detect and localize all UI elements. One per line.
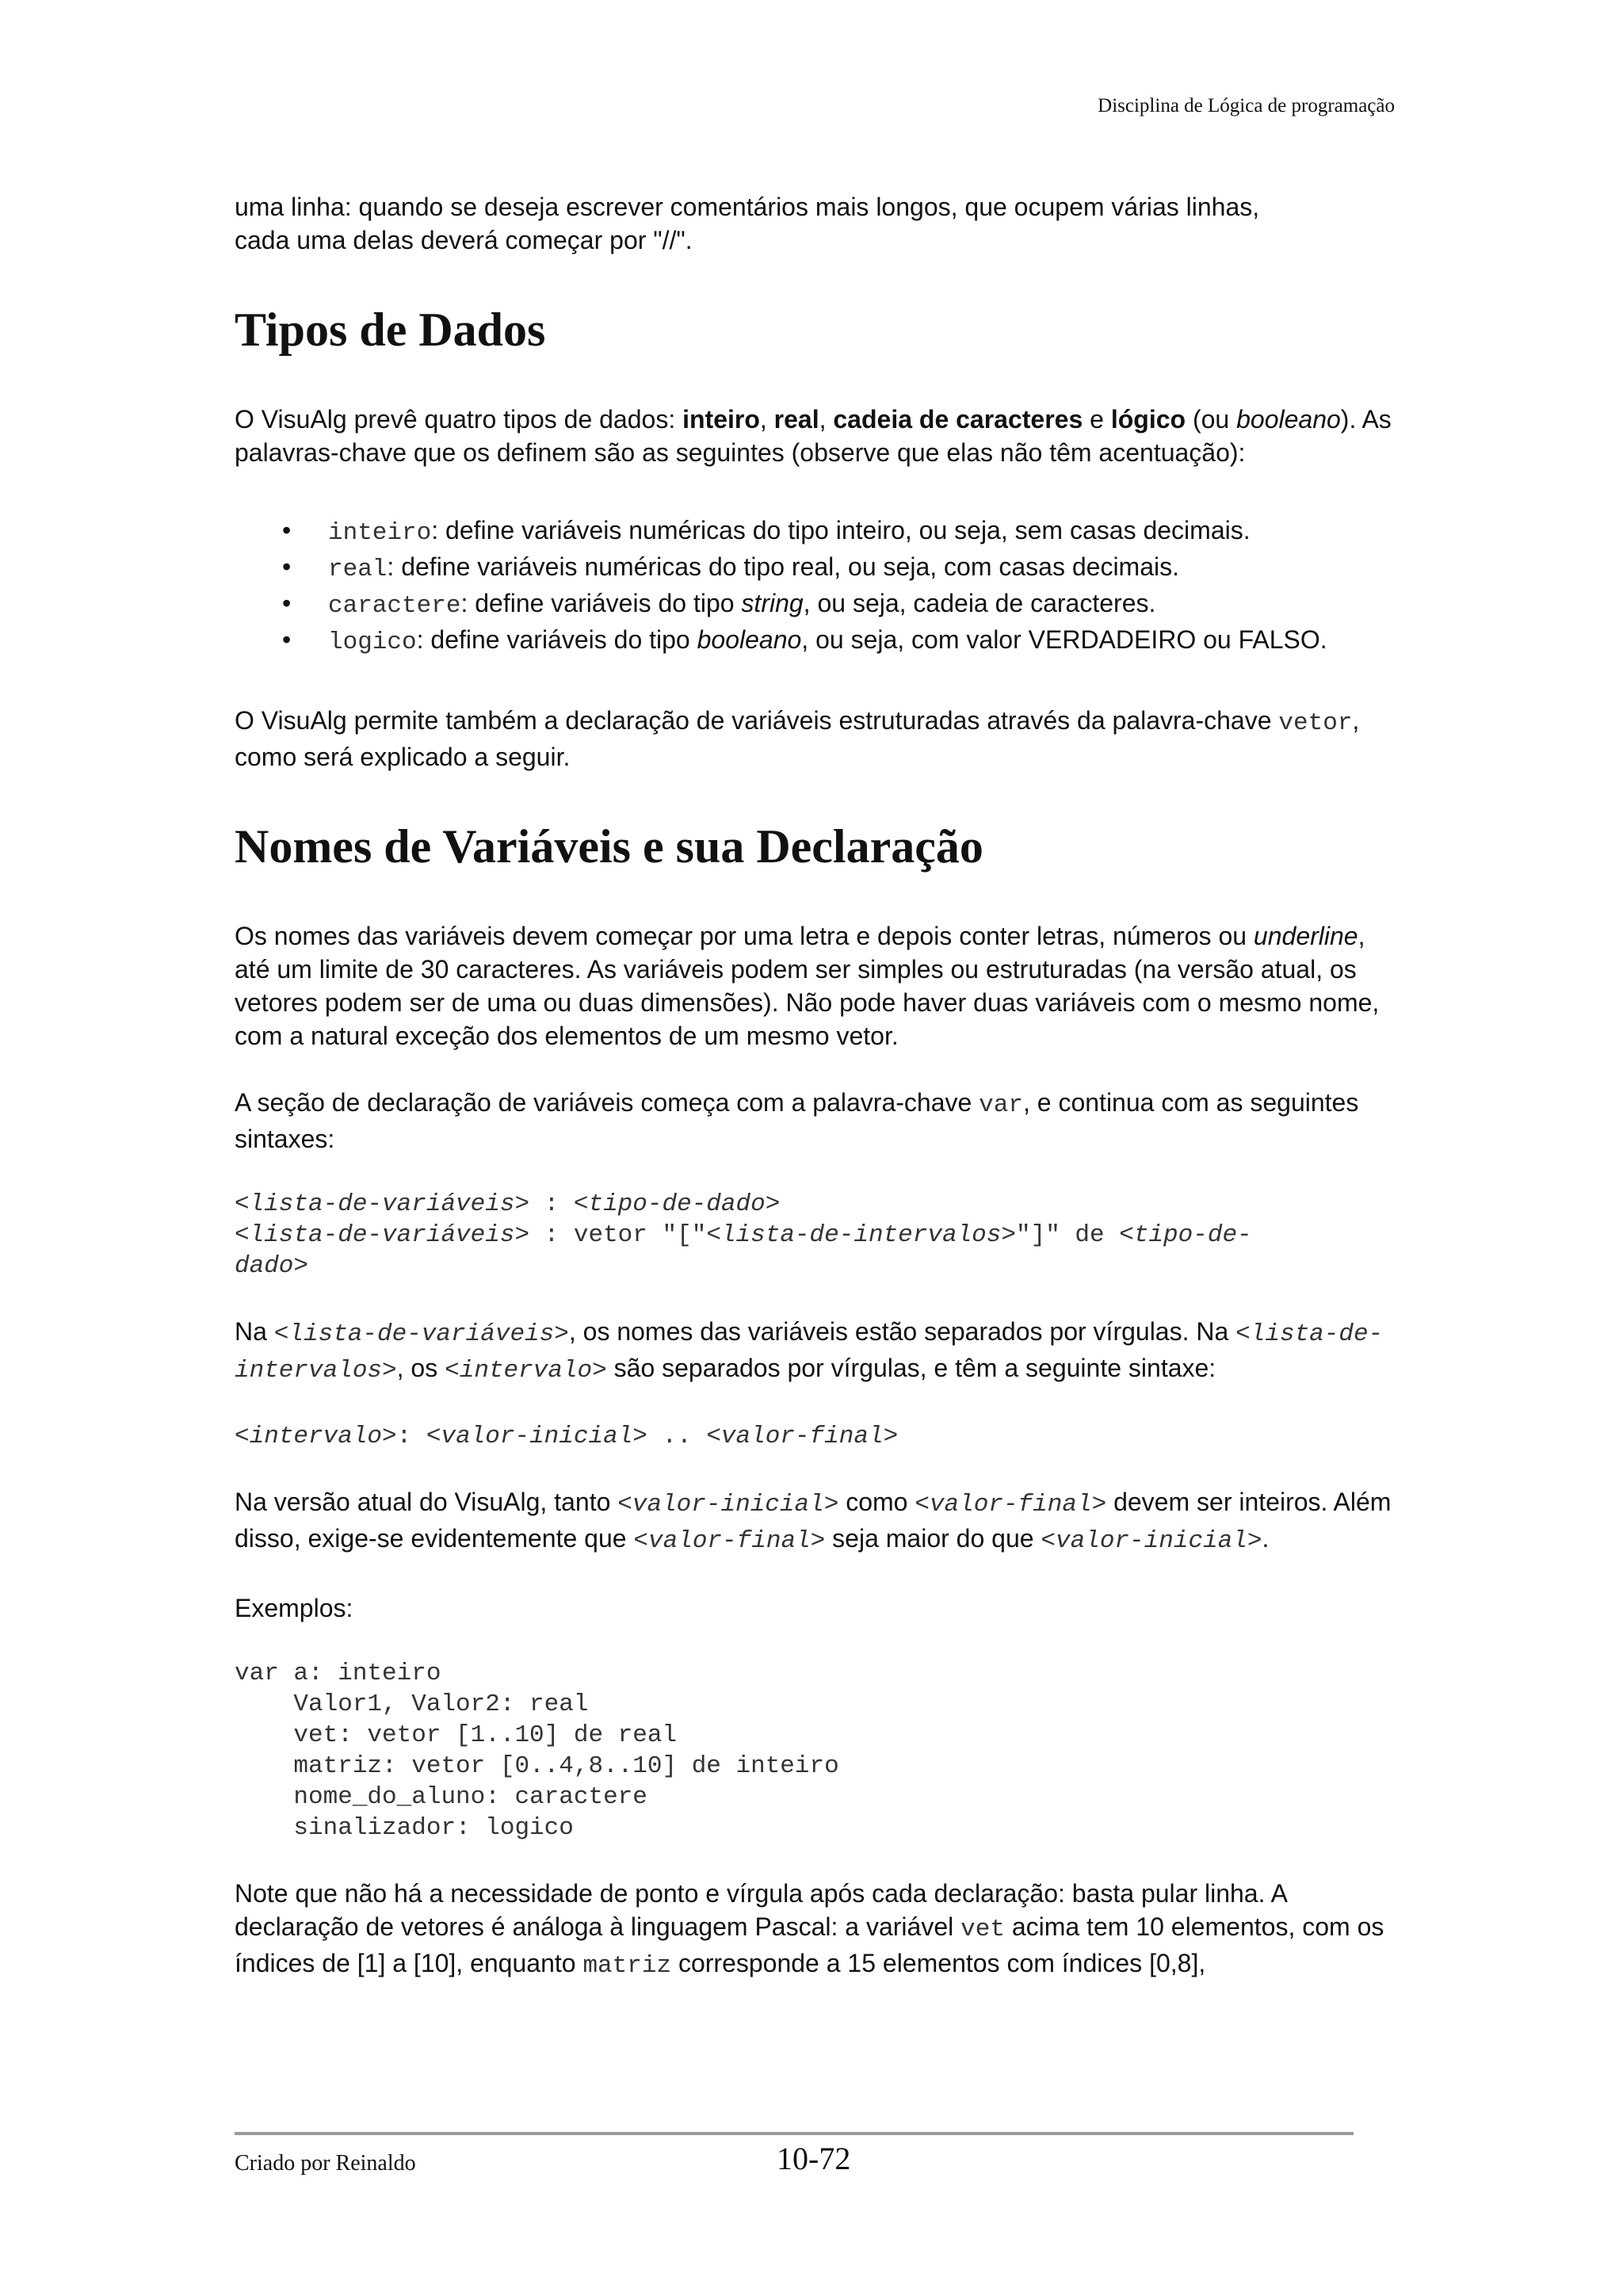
text: seja maior do que [825,1524,1041,1553]
list-item [282,514,1393,550]
text: corresponde a 15 elementos com índices [0,8], [671,1949,1206,1977]
text: A seção de declaração de variáveis começa com a palavra-chave [235,1088,980,1117]
code-line: Valor1, Valor2: real [235,1690,589,1718]
intro-line-2: cada uma delas deverá começar por "//". [235,226,693,254]
syntax-token: .. [647,1423,707,1450]
text: são separados por vírgulas, e têm a seguinte sintaxe: [606,1354,1216,1382]
names-paragraph [235,919,1393,1052]
syntax-term: <lista-de-intervalos> [235,1320,1384,1385]
keyword: logico [328,628,417,656]
keyword: vetor [1278,709,1353,737]
code-line: sinalizador: logico [235,1814,574,1842]
italic-term: booleano [697,625,802,654]
vetor-paragraph [235,704,1393,774]
syntax-token: : [529,1190,574,1218]
code-line: matriz: vetor [0..4,8..10] de inteiro [235,1752,839,1780]
syntax-token: <valor-inicial> [426,1423,647,1450]
text: (ou [1186,405,1237,434]
syntax-token: : [396,1423,426,1450]
bullet-icon: • [282,625,292,654]
text: ). As palavras-chave que os definem são as seguintes (observe que elas não têm acentuação): [235,405,1392,467]
text: devem ser inteiros. Além disso, exige-se evidentemente que [235,1488,1392,1553]
text: O VisuAlg permite também a declaração de variáveis estruturadas através da palavra-chave [235,706,1279,735]
list-item [282,623,1393,659]
intro-line-1: uma linha: quando se deseja escrever comentários mais longos, que ocupem várias linhas, [235,193,1260,221]
bullet-icon: • [282,589,292,617]
bullet-icon: • [282,516,292,544]
text: , os nomes das variáveis estão separados por vírgulas. Na [568,1317,1236,1346]
keyword: matriz [582,1952,672,1980]
text: como [838,1488,915,1516]
text: , até um limite de 30 caracteres. As variáveis podem ser simples ou estruturadas (na versão atual, os vetores podem ser de uma ou duas dimensões). Não pode haver duas variáveis com o mesmo nome, com a natural exceção dos elementos de um mesmo vetor. [235,922,1380,1050]
syntax-token: "]" de [1015,1221,1120,1249]
text: , e continua com as seguintes sintaxes: [235,1088,1359,1153]
text: Os nomes das variáveis devem começar por uma letra e depois conter letras, números ou [235,922,1254,950]
italic-term: booleano [1236,405,1341,434]
text: , ou seja, com valor VERDADEIRO ou FALSO. [801,625,1327,654]
syntax-token: : vetor "[" [529,1221,707,1249]
page-content [235,190,1393,1983]
text: Note que não há a necessidade de ponto e vírgula após cada declaração: basta pular linha. A declaração de vetores é análoga à linguagem Pascal: a variável [235,1879,1287,1941]
heading-nomes-de-variaveis: Nomes de Variáveis e sua Declaração [235,820,983,873]
declaration-paragraph [235,1086,1393,1156]
types-paragraph [235,403,1393,469]
syntax-token: <tipo-de- [1119,1221,1252,1249]
syntax-term: <valor-inicial> [617,1491,839,1519]
list-intervals-paragraph [235,1315,1393,1388]
interval-values-paragraph [235,1485,1393,1558]
syntax-token: <intervalo> [235,1423,397,1450]
syntax-term: <valor-inicial> [1041,1527,1262,1555]
syntax-term: <intervalo> [445,1357,607,1385]
footer-divider [235,2132,1354,2135]
header-title: Disciplina de Lógica de programação [1098,95,1395,117]
syntax-token: dado> [235,1252,309,1280]
text: : define variáveis numéricas do tipo real, ou seja, com casas decimais. [387,552,1179,581]
intro-paragraph [235,190,1393,257]
text: e [1083,405,1111,434]
syntax-term: <lista-de-variáveis> [273,1320,569,1348]
note-paragraph [235,1877,1393,1983]
keyword: caractere [328,592,461,620]
footer-author: Criado por Reinaldo [235,2151,416,2176]
syntax-token: <tipo-de-dado> [573,1190,781,1218]
interval-syntax [235,1421,1393,1452]
example-code-block [235,1658,1393,1843]
bold-term: lógico [1110,405,1186,434]
examples-label: Exemplos: [235,1594,353,1622]
bold-term: cadeia de caracteres [833,405,1083,434]
italic-term: string [741,589,804,617]
text: Na [235,1317,274,1346]
heading-tipos-de-dados: Tipos de Dados [235,304,546,356]
page-number: 10-72 [777,2141,851,2176]
types-list [282,514,1393,659]
text: , os [396,1354,445,1382]
syntax-term: <valor-final> [633,1527,826,1555]
syntax-token: <lista-de-variáveis> [235,1221,530,1249]
text: , ou seja, cadeia de caracteres. [803,589,1156,617]
text: . [1262,1524,1270,1553]
syntax-token: <lista-de-variáveis> [235,1190,530,1218]
keyword: real [328,556,388,583]
text: , como será explicado a seguir. [235,706,1360,771]
keyword: var [979,1091,1023,1119]
italic-term: underline [1253,922,1358,950]
code-line: vet: vetor [1..10] de real [235,1721,678,1749]
text: , [819,405,834,434]
keyword: inteiro [328,519,432,547]
syntax-token: <lista-de-intervalos> [706,1221,1016,1249]
text: , [759,405,774,434]
text: acima tem 10 elementos, com os índices de [1] a [10], enquanto [235,1912,1384,1977]
bold-term: real [773,405,819,434]
text: : define variáveis do tipo [460,589,742,617]
text: Na versão atual do VisuAlg, tanto [235,1488,618,1516]
code-line: var a: inteiro [235,1660,441,1687]
code-line: nome_do_aluno: caractere [235,1783,647,1811]
syntax-block [235,1189,1393,1282]
syntax-term: <valor-final> [915,1491,1107,1519]
bullet-icon: • [282,552,292,581]
text: : define variáveis do tipo [416,625,697,654]
list-item [282,550,1393,586]
text: : define variáveis numéricas do tipo inteiro, ou seja, sem casas decimais. [431,516,1251,544]
keyword: vet [960,1916,1005,1943]
bold-term: inteiro [682,405,760,434]
list-item [282,586,1393,623]
syntax-token: <valor-final> [706,1423,899,1450]
text: O VisuAlg prevê quatro tipos de dados: [235,405,683,434]
